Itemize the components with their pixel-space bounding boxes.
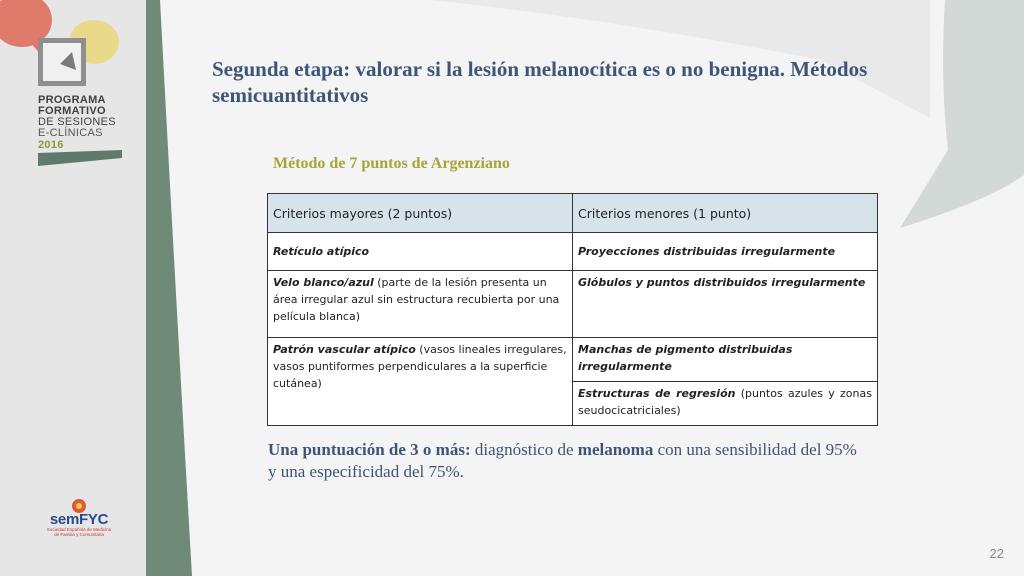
major-criterion-2: Velo blanco/azul (parte de la lesión presenta un área irregular azul sin estructura recubierta por una película blanca): [268, 271, 573, 338]
page-number: 22: [989, 546, 1004, 561]
criteria-table: [267, 193, 878, 426]
sidebar-panel: [0, 0, 146, 576]
semfyc-tagline-2: de Familia y Comunitaria: [54, 532, 104, 537]
minor-criterion-2: Glóbulos y puntos distribuidos irregularmente: [573, 271, 878, 338]
major-criterion-1: Retículo atípico: [268, 233, 573, 271]
semfyc-logo: [34, 498, 124, 537]
program-year: 2016: [38, 139, 64, 151]
minor-criterion-1: Proyecciones distribuidas irregularmente: [573, 233, 878, 271]
semfyc-name-a: sem: [49, 511, 79, 528]
program-line-4: E-CLÍNICAS: [38, 127, 103, 139]
table-row: [268, 338, 878, 382]
major-criterion-3: Patrón vascular atípico (vasos lineales irregulares, vasos puntiformes perpendiculares a la superficie cutánea): [268, 338, 573, 426]
program-line-1: PROGRAMA: [38, 94, 106, 106]
minor-criterion-3: Manchas de pigmento distribuidas irregularmente: [573, 338, 878, 382]
table-row: [268, 233, 878, 271]
table-header-row: [268, 194, 878, 233]
conclusion-keyword: melanoma: [577, 440, 654, 459]
semfyc-name: [34, 512, 124, 527]
program-logo-text: [38, 95, 116, 151]
header-major: Criterios mayores (2 puntos): [268, 194, 573, 233]
conclusion-lead: Una puntuación de 3 o más:: [268, 440, 471, 459]
table-row: [268, 271, 878, 338]
slide-title: Segunda etapa: valorar si la lesión melanocítica es o no benigna. Métodos semicuantitativos: [212, 57, 868, 107]
semfyc-name-b: FYC: [79, 511, 109, 528]
minor-criterion-4: Estructuras de regresión (puntos azules y zonas seudocicatriciales): [573, 382, 878, 426]
semfyc-tagline-1: Sociedad Española de Medicina: [46, 527, 112, 532]
slide-subtitle: Método de 7 puntos de Argenziano: [273, 155, 510, 172]
program-line-3: DE SESIONES: [38, 116, 116, 128]
header-minor: Criterios menores (1 punto): [573, 194, 878, 233]
conclusion-text: Una puntuación de 3 o más: diagnóstico de melanoma con una sensibilidad del 95% y una especificidad del 75%.: [268, 440, 857, 481]
program-line-2: FORMATIVO: [38, 105, 106, 117]
